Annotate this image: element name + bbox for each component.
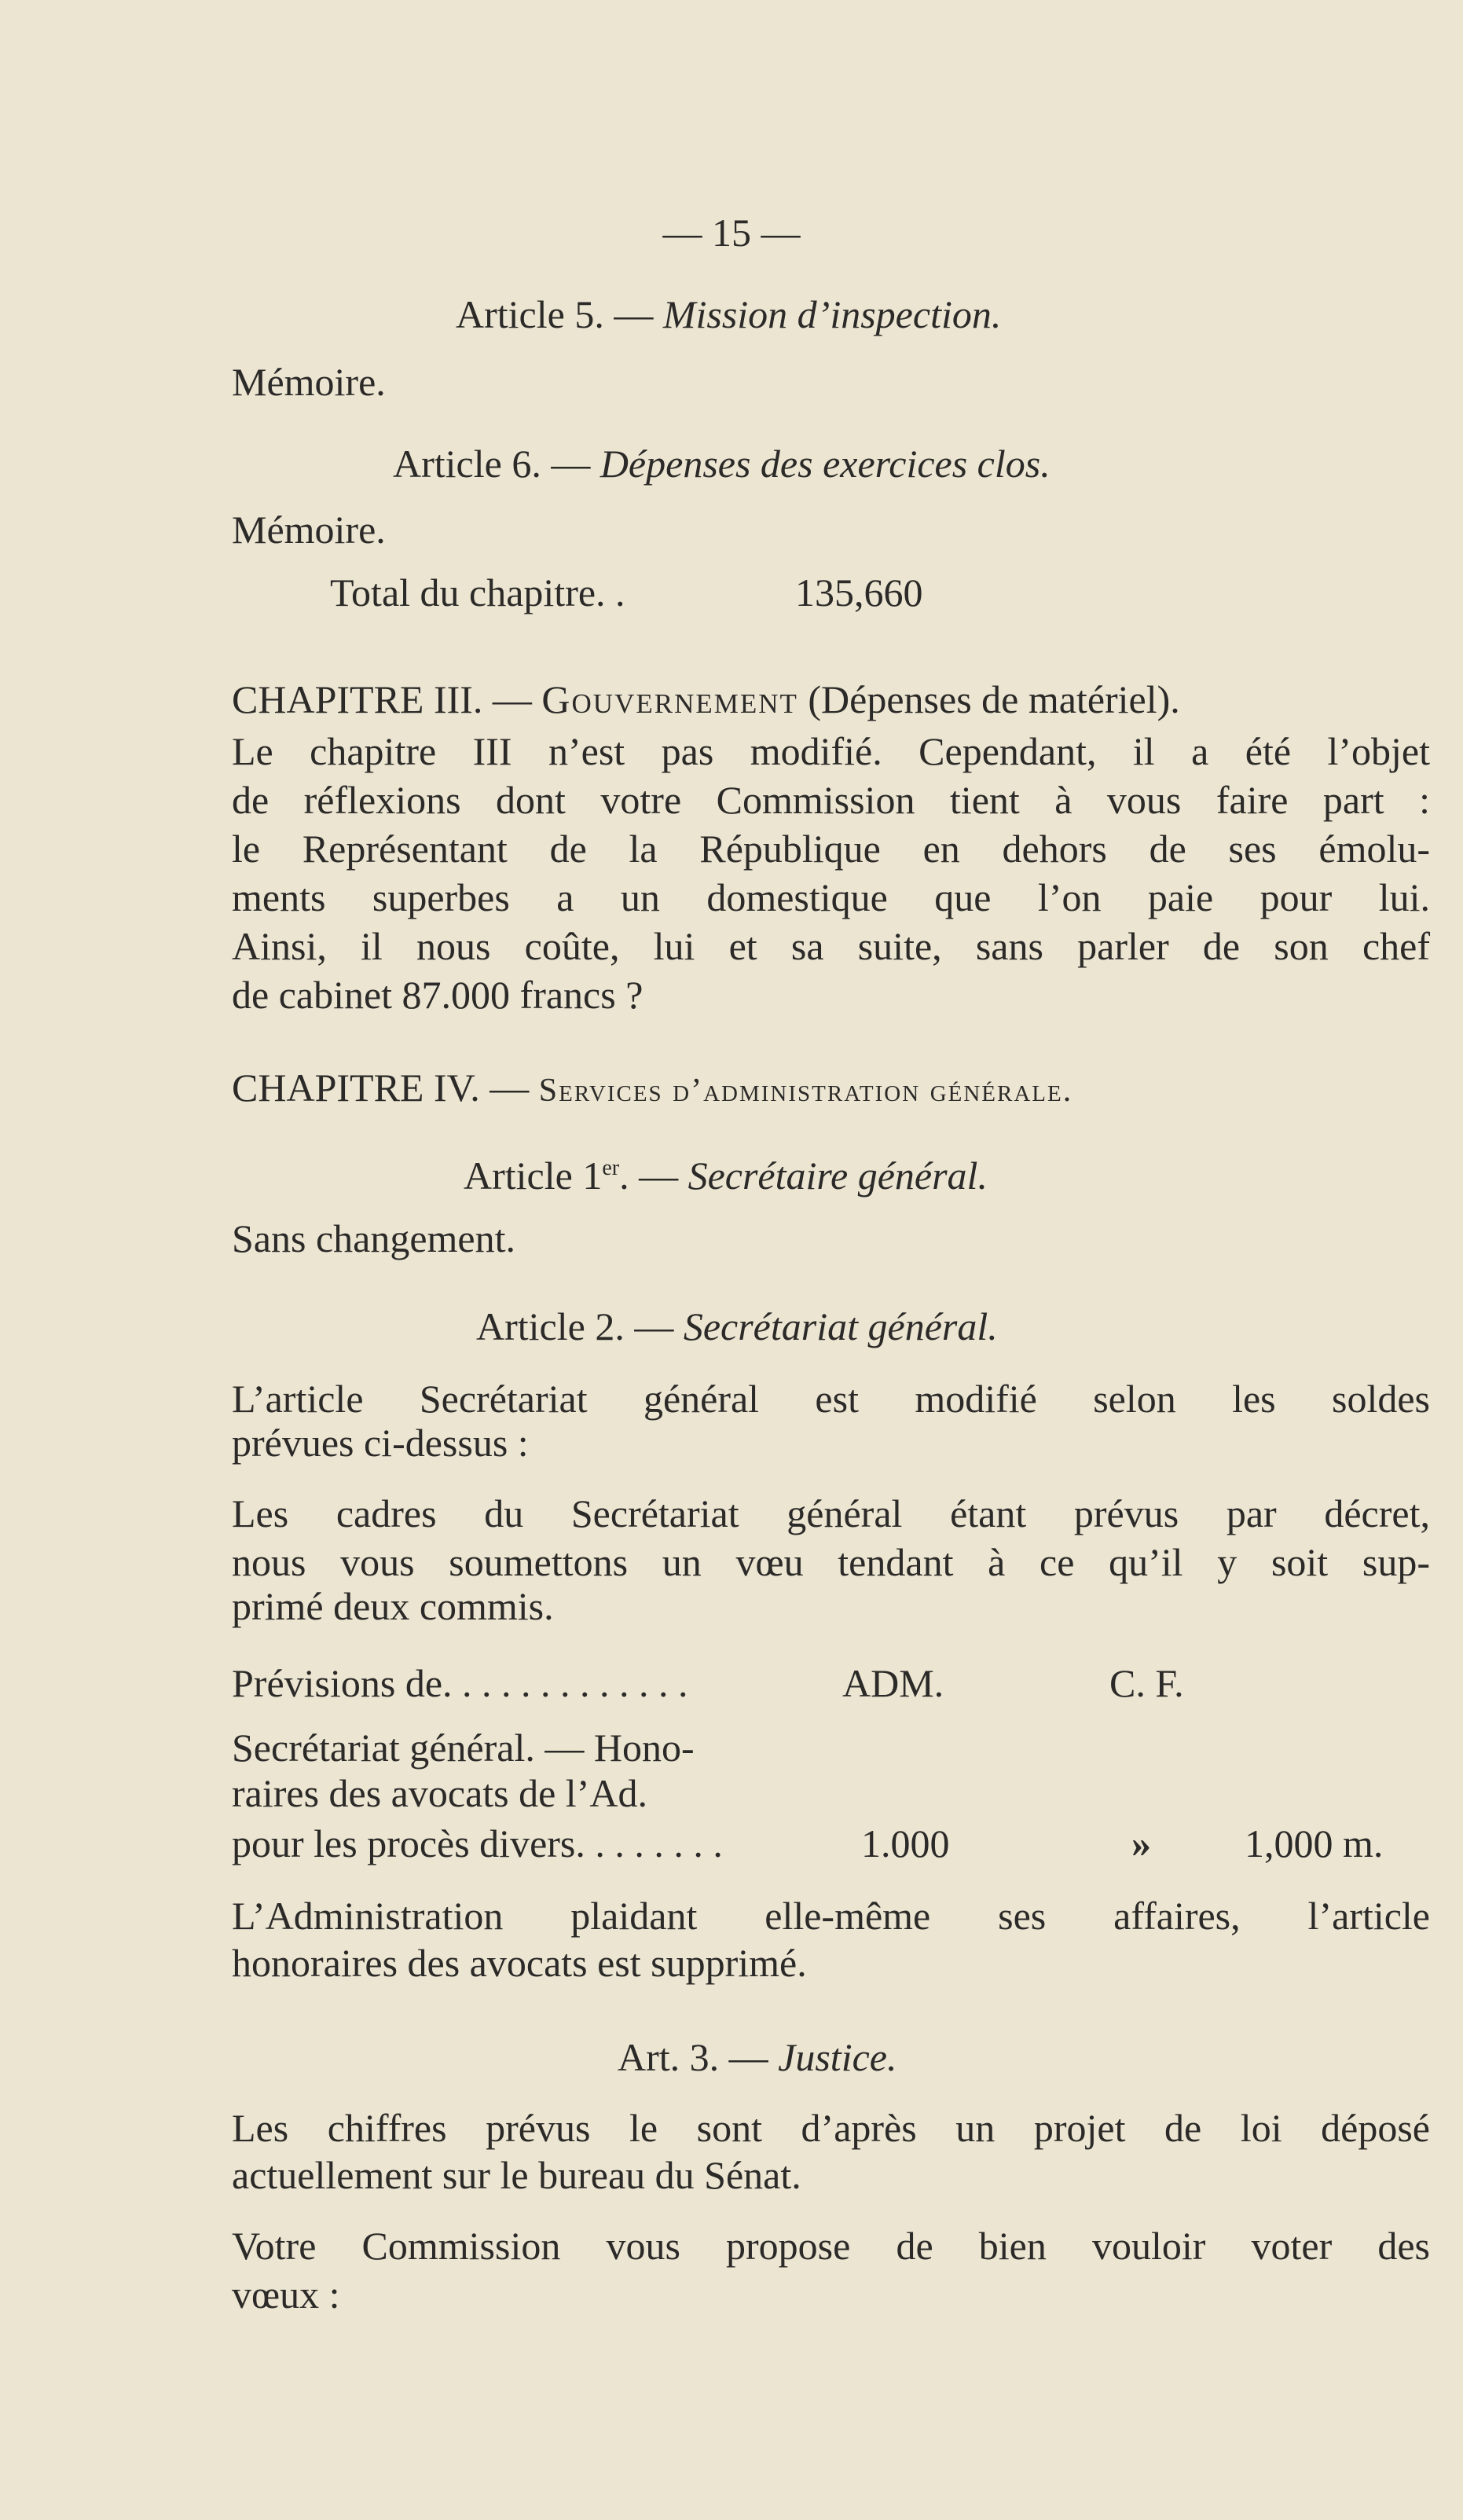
article-2-heading bbox=[476, 1301, 998, 1352]
article-1-dash: . — bbox=[619, 1154, 679, 1198]
article-3-heading bbox=[618, 2032, 896, 2082]
commission-line-2: vœux : bbox=[232, 2272, 340, 2316]
article-5-title: Mission d’inspection. bbox=[662, 292, 1002, 336]
chapitre-3-prefix: CHAPITRE III. — bbox=[232, 677, 532, 721]
article-6-heading bbox=[393, 438, 1050, 489]
article-2-title: Secrétariat général. bbox=[683, 1304, 998, 1348]
article-5-label: Article 5. — bbox=[456, 292, 654, 336]
chapitre-4-title: Services d’administration générale. bbox=[538, 1073, 1073, 1109]
memoire-1: Mémoire. bbox=[232, 360, 386, 404]
previsions-label: Prévisions de. . . . . . . . . . . . . bbox=[232, 1661, 688, 1705]
chapitre-3-heading bbox=[232, 674, 1180, 724]
cadres-line-3: primé deux commis. bbox=[232, 1584, 554, 1628]
column-cf: C. F. bbox=[1109, 1661, 1184, 1705]
page-number: — 15 — bbox=[662, 211, 801, 255]
chapitre-3-line-1: Le chapitre III n’est pas modifié. Cependant, il a été l’objet bbox=[232, 729, 1430, 773]
chapitre-3-line-3: le Représentant de la République en dehors de ses émolu- bbox=[232, 827, 1430, 871]
commission-line-1: Votre Commission vous propose de bien vouloir voter des bbox=[232, 2224, 1430, 2268]
chapitre-4-prefix: CHAPITRE IV. — bbox=[232, 1066, 530, 1110]
article-1-sup: er bbox=[602, 1156, 620, 1180]
sans-changement: Sans changement. bbox=[232, 1216, 516, 1260]
cadres-line-2: nous vous soumettons un vœu tendant à ce qu’il y soit sup- bbox=[232, 1540, 1430, 1584]
total-chapitre-label: Total du chapitre. . bbox=[330, 570, 625, 614]
chapitre-3-suffix: (Dépenses de matériel). bbox=[808, 677, 1180, 721]
chapitre-3-line-6: de cabinet 87.000 francs ? bbox=[232, 973, 644, 1017]
secretariat-adm-value: 1.000 bbox=[861, 1821, 950, 1865]
cadres-line-1: Les cadres du Secrétariat général étant prévus par décret, bbox=[232, 1491, 1430, 1535]
article-3-title: Justice. bbox=[778, 2035, 897, 2079]
column-adm: ADM. bbox=[842, 1661, 944, 1705]
chapitre-3-line-2: de réflexions dont votre Commission tient à vous faire part : bbox=[232, 778, 1430, 822]
chapitre-3-title: Gouvernement bbox=[541, 677, 798, 721]
chapitre-3-line-5: Ainsi, il nous coûte, lui et sa suite, sans parler de son chef bbox=[232, 924, 1430, 968]
article-3-label: Art. 3. — bbox=[618, 2035, 768, 2079]
article-1-title: Secrétaire général. bbox=[688, 1154, 988, 1198]
article-2-label: Article 2. — bbox=[476, 1304, 674, 1348]
secretariat-ditto-marker: » bbox=[1131, 1821, 1151, 1865]
article-6-title: Dépenses des exercices clos. bbox=[600, 442, 1050, 486]
article-1-label: Article 1 bbox=[464, 1154, 603, 1198]
chapitre-3-line-4: ments superbes a un domestique que l’on paie pour lui. bbox=[232, 875, 1430, 919]
chapitre-4-heading bbox=[232, 1062, 1072, 1116]
article-2-line-1: L’article Secrétariat général est modifié selon les soldes bbox=[232, 1377, 1430, 1421]
administration-line-2: honoraires des avocats est supprimé. bbox=[232, 1941, 807, 1985]
secretariat-line-1: Secrétariat général. — Hono- bbox=[232, 1726, 695, 1770]
justice-line-2: actuellement sur le bureau du Sénat. bbox=[232, 2153, 801, 2197]
secretariat-cf-value: 1,000 m. bbox=[1245, 1821, 1384, 1865]
article-1-heading bbox=[464, 1150, 988, 1201]
justice-line-1: Les chiffres prévus le sont d’après un projet de loi déposé bbox=[232, 2106, 1430, 2150]
article-6-label: Article 6. — bbox=[393, 442, 591, 486]
secretariat-line-3: pour les procès divers. . . . . . . . bbox=[232, 1821, 723, 1865]
article-5-heading bbox=[456, 289, 1001, 339]
article-2-line-2: prévues ci-dessus : bbox=[232, 1421, 529, 1465]
administration-line-1: L’Administration plaidant elle-même ses affaires, l’article bbox=[232, 1894, 1430, 1938]
memoire-2: Mémoire. bbox=[232, 508, 386, 552]
total-chapitre-value: 135,660 bbox=[795, 570, 923, 614]
secretariat-line-2: raires des avocats de l’Ad. bbox=[232, 1771, 647, 1815]
